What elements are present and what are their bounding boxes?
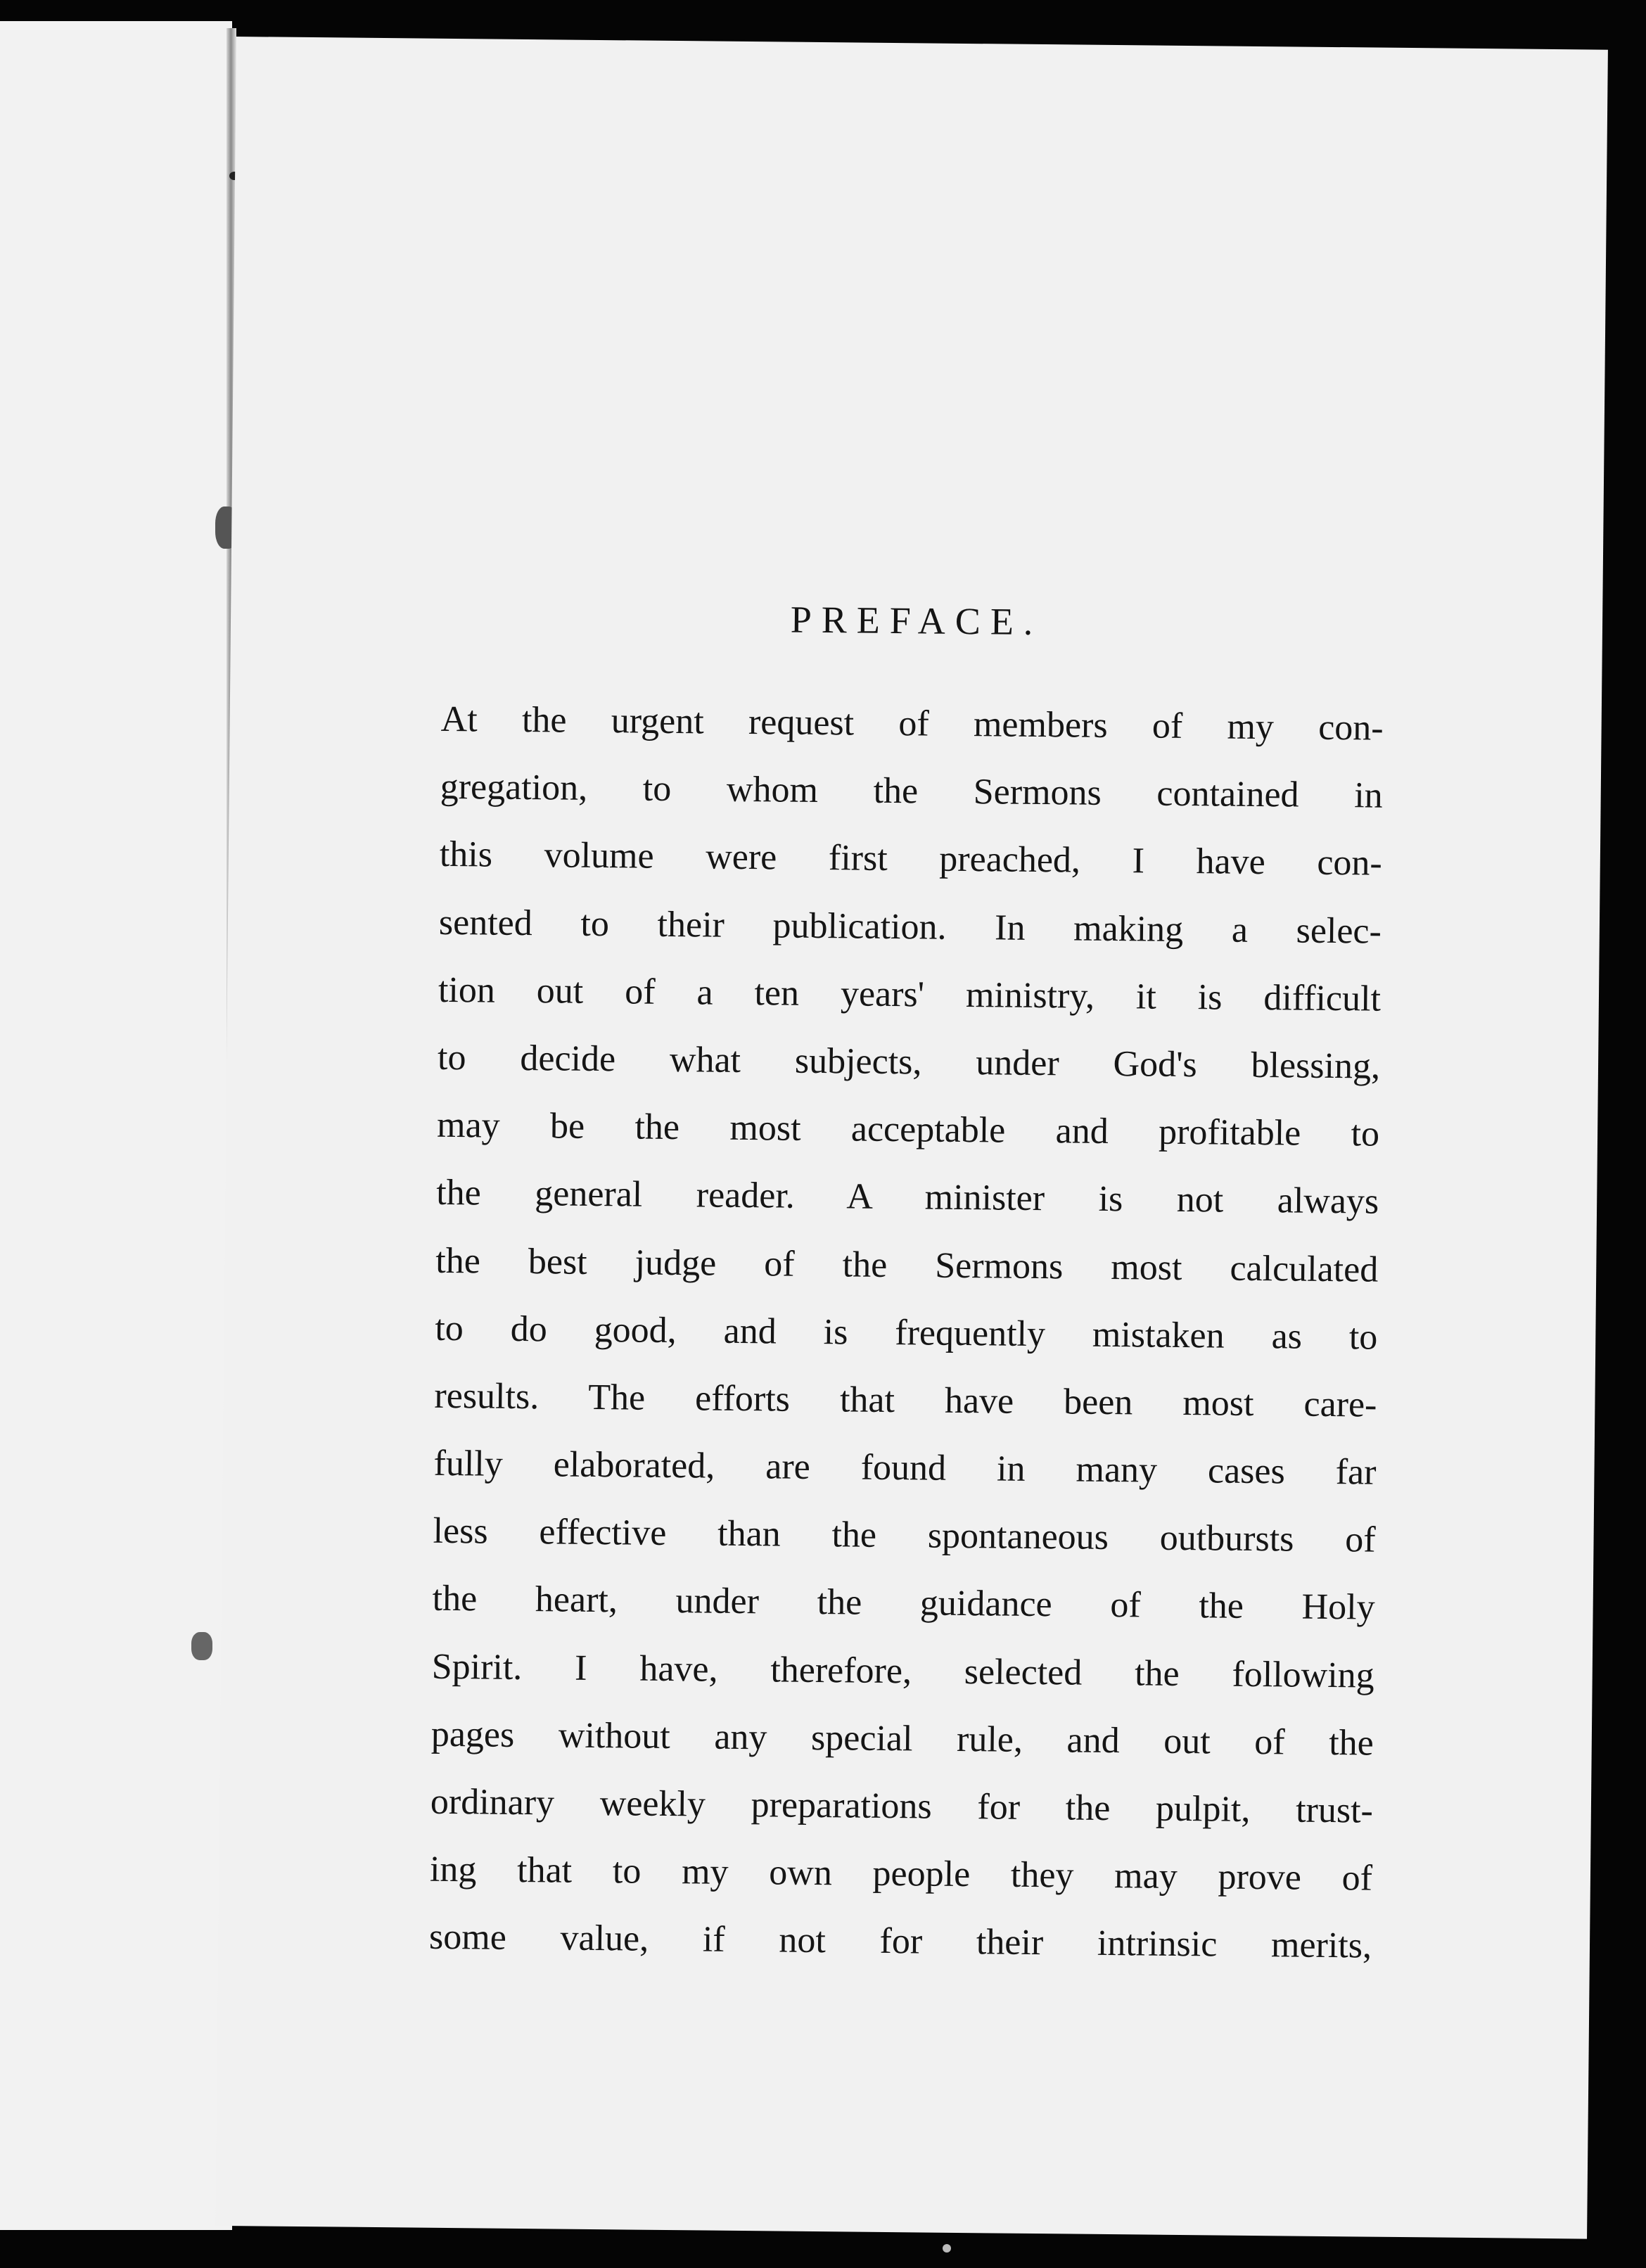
preface-page xyxy=(215,37,1608,2239)
text-line: to decide what subjects, under God's blessing, xyxy=(437,1037,1381,1087)
preface-body xyxy=(429,686,1384,1980)
text-line: At the urgent request of members of my con- xyxy=(440,699,1384,748)
text-line: ordinary weekly preparations for the pulpit, trust- xyxy=(430,1781,1374,1831)
text-line: the heart, under the guidance of the Holy xyxy=(432,1579,1375,1629)
text-line: some value, if not for their intrinsic merits, xyxy=(428,1917,1372,1966)
text-line: this volume were first preached, I have con- xyxy=(439,834,1383,884)
text-line: to do good, and is frequently mistaken as to xyxy=(435,1308,1378,1358)
page-title: PREFACE. xyxy=(790,598,1043,644)
text-line: tion out of a ten years' ministry, it is difficult xyxy=(438,969,1382,1019)
text-line: Spirit. I have, therefore, selected the following xyxy=(431,1646,1374,1696)
page-speck xyxy=(943,2244,951,2253)
binding-mark xyxy=(191,1632,212,1660)
text-line: may be the most acceptable and profitable to xyxy=(436,1104,1380,1154)
text-line: fully elaborated, are found in many cases far xyxy=(433,1443,1377,1493)
text-line: less effective than the spontaneous outbursts of xyxy=(433,1511,1376,1560)
text-line: ing that to my own people they may prove of xyxy=(429,1849,1373,1899)
facing-page-edge xyxy=(0,21,232,2230)
text-line: the best judge of the Sermons most calculated xyxy=(435,1240,1379,1290)
text-line: results. The efforts that have been most care- xyxy=(434,1375,1377,1425)
text-line: the general reader. A minister is not always xyxy=(435,1173,1379,1222)
text-line: gregation, to whom the Sermons contained in xyxy=(440,767,1383,816)
text-line: sented to their publication. In making a selec- xyxy=(438,902,1382,952)
text-line: pages without any special rule, and out of the xyxy=(430,1714,1374,1764)
